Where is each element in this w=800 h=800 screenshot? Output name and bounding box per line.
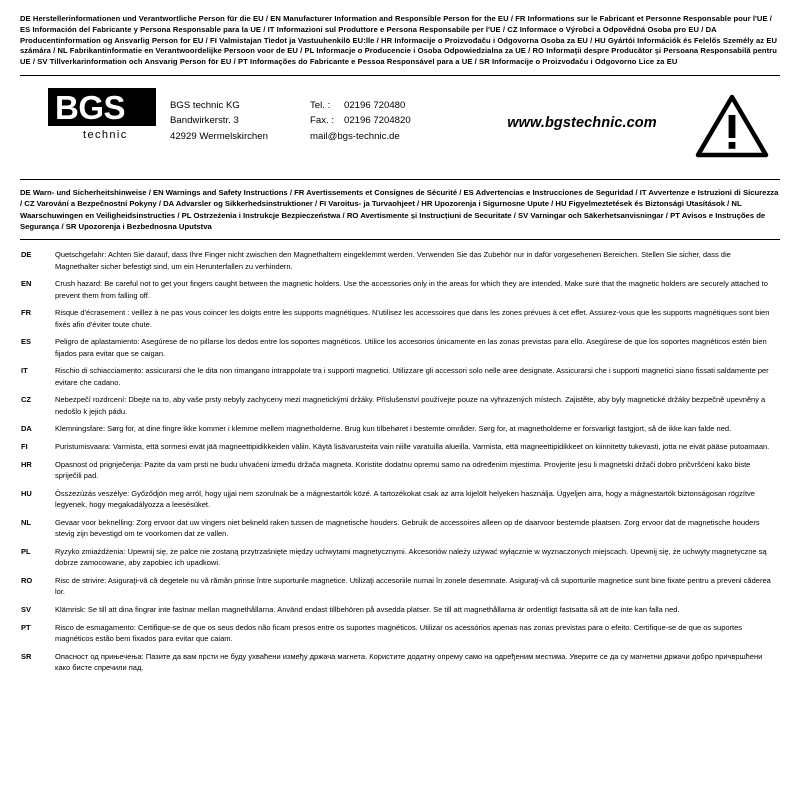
- language-text: Klämrisk: Se till att dina fingrar inte fastnar mellan magnethållarna. Använd endast tillbehören på avsedda platser. Se till att magnethållarna är ordentligt fastsatta så att de inte kan falla ned.: [55, 604, 680, 614]
- email-value: mail@bgs-technic.de: [310, 130, 400, 142]
- language-text: Nebezpečí rozdrcení: Dbejte na to, aby vaše prsty nebyly zachyceny mezi magnetickými držáky. Příslušenství používejte pouze na vyhrazených místech. Zajistěte, aby byly magnetické držáky bezpečně upevněny a nedošlo k jejich pádu.: [55, 395, 766, 416]
- language-code: DA: [21, 424, 32, 434]
- language-text: Crush hazard: Be careful not to get your fingers caught between the magnetic holders. Use the accessories only in the areas for which they are intended. Make sure that the magnetic holders are securely attached to prevent them from falling off.: [55, 279, 768, 300]
- language-text: Risque d'écrasement : veillez à ne pas vous coincer les doigts entre les supports magnétiques. N'utilisez les accessoires que dans les zones prévues à cet effet. Assurez-vous que les supports magnétiques sont bien fixés afin d'éviter toute chute.: [55, 308, 770, 329]
- website-cell: [480, 88, 684, 132]
- list-item: [20, 622, 780, 645]
- manufacturer-information-block: DE Herstellerinformationen und Verantwortliche Person für die EU / EN Manufacturer Information and Responsible Person for the EU / FR Informations sur le Fabricant et Personne Responsable pour l'UE / ES Información del Fabricante y Persona Responsable para la UE / IT Informazioni sul Produttore e Persona Responsabile per l'UE / CZ Informace o Výrobci a Odpovědná Osoba pro EU / DA Producentinformation og Ansvarlig Person for EU / FI Valmistajan Tiedot ja Vastuuhenkilö EU:lle / HR Informacije o Proizvođaču i Odgovorna Osoba za EU / HU Gyártói Információk és Felelős Személy az EU számára / NL Fabrikantinformatie en Verantwoordelijke Persoon voor de EU / PL Informacje o Producencie i Osoba Odpowiedzialna za UE / RO Informaţii despre Producător şi Persoana Responsabilă pentru UE / SV Tillverkarinformation och Ansvarig Person för EU / PT Informações do Fabricante e Pessoa Responsável para a UE / SR Informacije o Proizvođaču i Odgovorno Lice za EU: [20, 14, 778, 67]
- telephone-label: Tel. :: [310, 99, 331, 111]
- language-text: Puristumisvaara: Varmista, että sormesi eivät jää magneettipidikkeiden väliin. Käytä lisävarusteita vain niille varatuilla alueilla. Varmista, että magneettipidikkeet on kiinnitetty tukevasti, jotta ne eivät pääse putoamaan.: [55, 442, 770, 452]
- language-code: FR: [21, 308, 31, 318]
- language-code: HU: [21, 488, 32, 498]
- language-text: Опасност од прињечења: Пазите да вам прсти не буду ухваћени између држача магнета. Користите додатну опрему само на одређеним местима. Уверите се да су магнетни држачи добро причвршћени како бисте спречили пад.: [55, 651, 763, 672]
- language-code: SR: [21, 651, 32, 661]
- list-item: [20, 336, 780, 359]
- telephone-value: 02196 720480: [344, 99, 406, 111]
- list-item: [20, 423, 780, 434]
- telephone-row: [310, 98, 480, 114]
- language-text: Quetschgefahr: Achten Sie darauf, dass Ihre Finger nicht zwischen den Magnethaltern eingeklemmt werden. Verwenden Sie das Zubehör nur in dafür vorgesehenen Bereichen. Stellen Sie sicher, dass die Magnethalter sicher befestigt sind, um ein Herunterfallen zu verhindern.: [55, 250, 731, 271]
- language-code: DE: [21, 250, 32, 260]
- company-address: [170, 88, 310, 145]
- warning-triangle-icon: [695, 94, 769, 158]
- language-text: Klemningsfare: Sørg for, at dine fingre ikke kommer i klemme mellem magnetholderne. Brug kun tilbehøret i bestemte områder. Sørg for, at magnetholderne er forsvarligt fastgjort, så de ikke kan falde ned.: [55, 424, 732, 434]
- bgs-logo: [20, 88, 170, 140]
- list-item: [20, 488, 780, 511]
- language-text: Összezúzás veszélye: Győződjön meg arról, hogy ujjai nem szorulnak be a mágnestartók közé. A tartozékokat csak az arra kijelölt helyeken használja. Ügyeljen arra, hogy a mágnestartók biztonságosan rögzítve legyenek, hogy megakadályozza a leesésüket.: [55, 488, 755, 510]
- language-text: Risc de strivire: Asiguraţi-vă că degetele nu vă rămân prinse între suporturile magnetice. Utilizaţi accesoriile numai în zonele desemnate. Asiguraţi-vă că suporturile magnetice sunt bine fixate pentru a preveni căderea lor.: [55, 575, 771, 597]
- website-url[interactable]: www.bgstechnic.com: [507, 114, 657, 131]
- svg-text:technic: technic: [83, 128, 128, 140]
- safety-instructions-heading: DE Warn- und Sicherheitshinweise / EN Warnings and Safety Instructions / FR Avertissements et Consignes de Sécurité / ES Advertencias e Instrucciones de Seguridad / IT Avvertenze e Istruzioni di Sicurezza / CZ Varování a Bezpečnostní Pokyny / DA Advarsler og Sikkerhedsinstruktioner / FI Varoitus- ja Turvaohjeet / HR Upozorenja i Sigurnosne Upute / HU Figyelmeztetések és Biztonsági Utasítások / NL Waarschuwingen en Veiligheidsinstructies / PL Ostrzeżenia i Instrukcje Bezpieczeństwa / RO Avertismente și Instrucțiuni de Securitate / SV Varningar och Säkerhetsanvisningar / PT Avisos e Instruções de Segurança / SR Upozorenja i Bezbednosna Uputstva: [20, 187, 779, 232]
- list-item: [20, 459, 780, 482]
- list-item: [20, 651, 780, 674]
- list-item: [20, 278, 780, 301]
- language-code: CZ: [21, 395, 31, 405]
- fax-row: [310, 113, 480, 129]
- language-text: Risco de esmagamento: Certifique-se de que os seus dedos não ficam presos entre os suportes magnéticos. Utilizar os acessórios apenas nas zonas previstas para o efeito. Certifique-se de que os suportes magnéticos estão bem fixados para evitar que caiam.: [55, 622, 743, 643]
- language-text: Peligro de aplastamiento: Asegúrese de no pillarse los dedos entre los soportes magnéticos. Utilice los accesorios únicamente en las zonas previstas para ello. Asegúrese de que los soportes magnéticos estén bien fijados para evitar que se caigan.: [55, 337, 767, 358]
- list-item: [20, 517, 780, 540]
- svg-text:BGS: BGS: [55, 88, 126, 126]
- list-item: [20, 575, 780, 598]
- list-item: [20, 604, 780, 615]
- bgs-logo-svg: [48, 88, 168, 140]
- language-code: IT: [21, 366, 28, 376]
- language-code: EN: [21, 279, 32, 289]
- language-code: PL: [21, 546, 31, 556]
- company-header-band: [20, 76, 780, 172]
- language-code: HR: [21, 459, 32, 469]
- company-street: Bandwirkerstr. 3: [170, 115, 239, 127]
- list-item: [20, 441, 780, 452]
- language-code: RO: [21, 575, 33, 585]
- language-code: NL: [21, 517, 31, 527]
- language-text: Ryzyko zmiażdżenia: Upewnij się, że palce nie zostaną przytrzaśnięte między uchwytami magnetycznymi. Akcesoriów należy używać wyłącznie w wyznaczonych miejscach. Upewnij się, że uchwyty magnetyczne są dobrze zamocowane, aby zapobiec ich upadkowi.: [55, 546, 767, 568]
- warning-triangle-cell: [684, 88, 780, 158]
- language-code: SV: [21, 604, 32, 614]
- language-text: Rischio di schiacciamento: assicurarsi che le dita non rimangano intrappolate tra i supporti magnetici. Utilizzare gli accessori solo nelle aree designate. Assicurarsi che i supporti magnetici siano fissati saldamente per evitare che cadano.: [55, 366, 769, 387]
- company-city: 42929 Wermelskirchen: [170, 130, 268, 142]
- company-contact: [310, 88, 480, 145]
- svg-text:®: ®: [149, 92, 155, 100]
- language-code: ES: [21, 337, 32, 347]
- language-text: Opasnost od prignječenja: Pazite da vam prsti ne budu uhvaćeni između držača magneta. Koristite dodatnu opremu samo na određenim mjestima. Provjerite jesu li magnetski držači dobro pričvršćeni kako biste spriječili pad.: [55, 459, 751, 481]
- list-item: [20, 365, 780, 388]
- fax-value: 02196 7204820: [344, 115, 411, 127]
- list-item: [20, 546, 780, 569]
- language-code: FI: [21, 442, 28, 452]
- company-name: BGS technic KG: [170, 99, 240, 111]
- fax-label: Fax. :: [310, 115, 334, 127]
- language-text: Gevaar voor beknelling: Zorg ervoor dat uw vingers niet bekneld raken tussen de magnetische houders. Gebruik de accessoires alleen op de daarvoor bestemde plaatsen. Zorg ervoor dat de magnetische houders stevig zijn bevestigd om te voorkomen dat ze vallen.: [55, 517, 760, 539]
- language-rows: [20, 240, 780, 673]
- email-row: [310, 129, 480, 145]
- language-code: PT: [21, 622, 31, 632]
- list-item: [20, 394, 780, 417]
- list-item: [20, 307, 780, 330]
- list-item: [20, 249, 780, 272]
